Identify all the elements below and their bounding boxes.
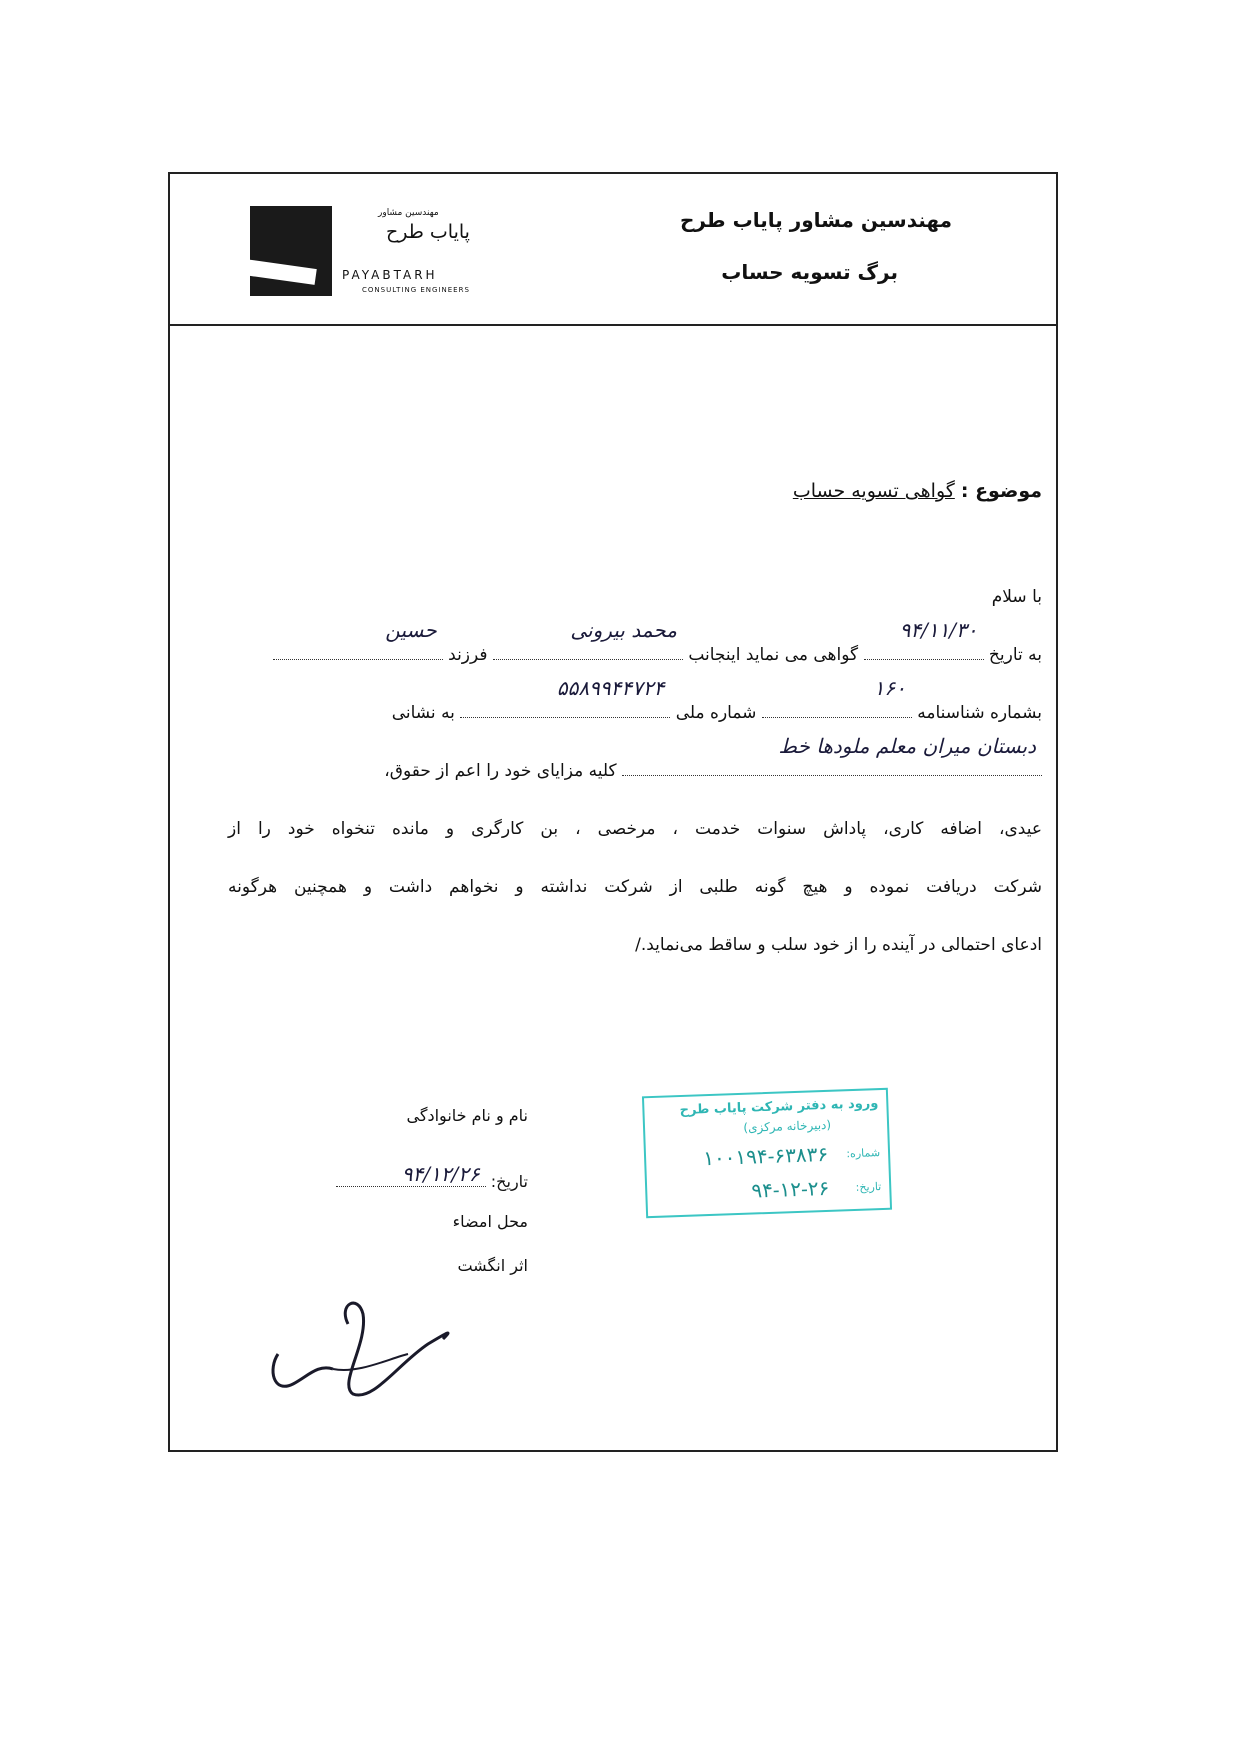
employee-name: محمد بیرونی	[570, 618, 677, 642]
logo-english-subtitle: CONSULTING ENGINEERS	[362, 286, 470, 294]
stamp-title: ورود به دفتر شرکت پایاب طرح	[679, 1096, 879, 1119]
address-label: به نشانی	[391, 703, 455, 723]
body-line-4: عیدی، اضافه کاری، پاداش سنوات خدمت ، مرخصی ، بن کارگری و مانده تنخواه خود را از	[228, 819, 1042, 839]
id-number: ۱۶۰	[873, 676, 906, 700]
signature-date-label: تاریخ:	[490, 1172, 528, 1191]
child-of-label: فرزند	[448, 645, 488, 665]
logo-persian-name: پایاب طرح	[386, 221, 470, 243]
name-label: نام و نام خانوادگی	[406, 1106, 528, 1125]
address-value: دبستان میران معلم ملودها خط	[778, 734, 1036, 758]
id-label: بشماره شناسنامه	[917, 703, 1042, 723]
body-line-6: ادعای احتمالی در آینده را از خود سلب و ساقط می‌نماید./	[635, 935, 1042, 955]
body-line-3	[228, 734, 1042, 800]
greeting: با سلام	[991, 587, 1042, 607]
logo-english-name: PAYABTARH	[342, 268, 438, 282]
certificate-date: ۹۴/۱۱/۳۰	[899, 618, 978, 642]
stamp-date-label: تاریخ:	[855, 1180, 882, 1194]
stamp-subtitle: (دبیرخانه مرکزی)	[743, 1117, 832, 1135]
header-divider	[170, 324, 1056, 326]
stamp-number-label: شماره:	[846, 1146, 881, 1161]
subject-label: موضوع :	[960, 480, 1042, 502]
stamp-number-value: ۱۰۰۱۹۴-۶۳۸۳۶	[702, 1141, 829, 1171]
form-title: برگ تسویه حساب	[721, 260, 898, 284]
stamp-date-value: ۹۴-۱۲-۲۶	[750, 1175, 830, 1203]
subject-line	[793, 480, 1042, 502]
subject-value: گواهی تسویه حساب	[792, 480, 955, 502]
certificate-body	[228, 568, 1042, 974]
fingerprint-label: اثر انگشت	[457, 1256, 528, 1275]
handwritten-signature	[238, 1284, 468, 1404]
signature-place-label: محل امضاء	[452, 1212, 528, 1231]
date-prefix: به تاریخ	[988, 645, 1042, 665]
signature-date-value: ۹۴/۱۲/۲۶	[401, 1162, 480, 1186]
signature-date-row	[336, 1156, 528, 1191]
father-name: حسین	[385, 618, 437, 642]
benefits-text: کلیه مزایای خود را اعم از حقوق،	[384, 761, 617, 781]
declaration-text: گواهی می نماید اینجانب	[688, 645, 859, 665]
registry-stamp	[642, 1088, 892, 1219]
document-frame	[168, 172, 1058, 1452]
company-logo-icon	[250, 206, 332, 296]
body-line-5: شرکت دریافت نموده و هیچ گونه طلبی از شرکت نداشته و نخواهم داشت و همچنین هرگونه	[228, 877, 1042, 897]
national-id-number: ۵۵۸۹۹۴۴۷۲۴	[556, 676, 665, 700]
company-name: مهندسین مشاور پایاب طرح	[679, 208, 952, 232]
national-id-label: شماره ملی	[675, 703, 757, 723]
logo-caption: مهندسین مشاور	[378, 208, 439, 218]
